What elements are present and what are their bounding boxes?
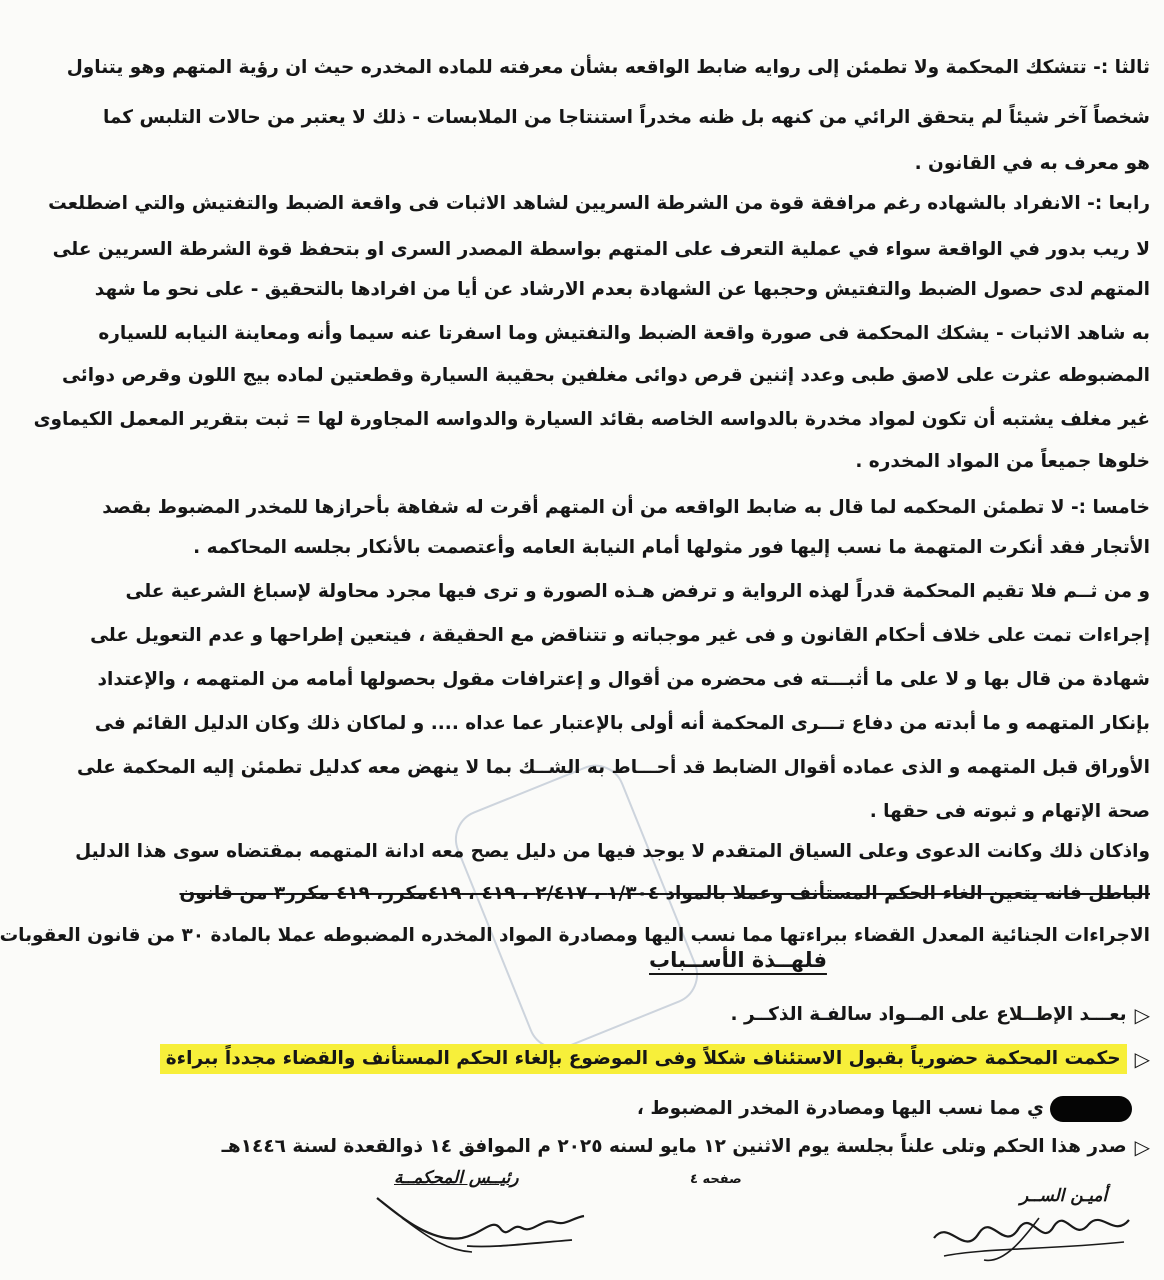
- secretary-signature: [924, 1198, 1154, 1268]
- bullet-item: [222, 1134, 1150, 1160]
- text-line: الأوراق قبل المتهمه و الذى عماده أقوال الضابط قد أحـــاط به الشــك بما لا ينهض معه كدليل تطمئن إليه المحكمة على: [77, 756, 1150, 778]
- bullet-text: ي مما نسب اليها ومصادرة المخدر المضبوط ،: [636, 1098, 1044, 1119]
- text-line: ثالثا :- تتشكك المحكمة ولا تطمئن إلى روايه ضابط الواقعه بشأن معرفته للماده المخدره حيث ان رؤية المتهم وهو يتناول: [66, 56, 1150, 78]
- text-line: الاجراءات الجنائية المعدل القضاء ببراءتها مما نسب اليها ومصادرة المواد المخدره المضبوطه عملا بالمادة ٣٠ من قانون العقوبات: [0, 924, 1150, 946]
- text-line: الأتجار فقد أنكرت المتهمة ما نسب إليها فور مثولها أمام النيابة العامه وأعتصمت بالأنكار بجلسه المحاكمه .: [193, 536, 1150, 558]
- text-line: شهادة من قال بها و لا على ما أثبـــته فى محضره من أقوال و إعترافات مقول بحصولها أمامه من المتهمه ، والإعتداد: [97, 668, 1150, 690]
- page-number: صفحه ٤: [690, 1172, 742, 1187]
- text-line: به شاهد الاثبات - يشكك المحكمة فى صورة واقعة الضبط والتفتيش وما اسفرتا عنه سيما وأنه ومعاينة النيابه للسياره: [98, 322, 1150, 344]
- text-line: هو معرف به في القانون .: [914, 152, 1150, 174]
- text-line: شخصاً آخر شيئاً لم يتحقق الرائي من كنهه بل ظنه مخدراً استنتاجا من الملابسات - ذلك لا يعتبر من حالات التلبس كما: [102, 106, 1150, 128]
- section-heading: فلهــذة الأســباب: [649, 948, 827, 972]
- text-line: بإنكار المتهمه و ما أبدته من دفاع تـــرى المحكمة أنه أولى بالإعتبار عما عداه .... و لماكان ذلك وكان الدليل القائم فى: [94, 712, 1150, 734]
- text-line: واذكان ذلك وكانت الدعوى وعلى السياق المتقدم لا يوجد فيها من دليل يصح معه ادانة المتهمه بمقتضاه سوى هذا الدليل: [75, 840, 1150, 862]
- bullet-item-verdict: [160, 1044, 1150, 1074]
- triangle-bullet-icon: ▷: [1134, 1003, 1150, 1027]
- triangle-bullet-icon: ▷: [1134, 1135, 1150, 1159]
- secretary-label-text: أميـن الســر: [1020, 1186, 1108, 1206]
- president-label-text: رئيــس المحكمــة: [394, 1168, 519, 1188]
- triangle-bullet-icon: ▷: [1134, 1047, 1150, 1071]
- text-line: صحة الإتهام و ثبوته فى حقها .: [869, 800, 1150, 822]
- president-label: [394, 1168, 519, 1188]
- redaction-mark: [1050, 1096, 1132, 1122]
- struck-text-line: الباطل فانه يتعين الغاء الحكم المستأنف وعملا بالمواد ١/٣٠٤ ، ٢/٤١٧ ، ٤١٩ ، ٤١٩مكرر، ٤١٩ مكرر٣ من قانون: [179, 882, 1150, 904]
- text-line: المتهم لدى حصول الضبط والتفتيش وحجبها عن الشهادة بعدم الارشاد عن أيا من افرادها بالتحقيق - على نحو ما شهد: [94, 278, 1150, 300]
- bullet-text: بعـــد الإطــلاع على المــواد سالفـة الذكــر .: [730, 1004, 1127, 1025]
- text-line: غير مغلف يشتبه أن تكون لمواد مخدرة بالدواسه الخاصه بقائد السيارة والدواسه المجاورة لها = ثبت بتقرير المعمل الكيماوى: [33, 408, 1150, 430]
- bullet-text: صدر هذا الحكم وتلى علناً بجلسة يوم الاثنين ١٢ مايو لسنه ٢٠٢٥ م الموافق ١٤ ذوالقعدة لسنة ١٤٤٦هـ: [221, 1136, 1127, 1157]
- president-signature: [372, 1188, 592, 1260]
- text-line: إجراءات تمت على خلاف أحكام القانون و فى غير موجباته و تتناقض مع الحقيقة ، فيتعين إطراحها و عدم التعويل على: [90, 624, 1150, 646]
- text-line: خامسا :- لا تطمئن المحكمه لما قال به ضابط الواقعه من أن المتهم أقرت له شفاهة بأحرازها للمخدر المضبوط بقصد: [102, 496, 1150, 518]
- text-line: رابعا :- الانفراد بالشهاده رغم مرافقة قوة من الشرطة السريين لشاهد الاثبات فى واقعة الضبط والتفتيش والتي اضطلعت: [48, 192, 1150, 214]
- text-line: المضبوطه عثرت على لاصق طبى وعدد إثنين قرص دوائى مغلفين بحقيبة السيارة وقطعتين لماده بيج اللون وقرص دوائى: [62, 364, 1150, 386]
- text-line: لا ريب بدور في الواقعة سواء في عملية التعرف على المتهم بواسطة المصدر السرى او بتحفظ قوة الشرطة السريين على: [52, 238, 1150, 260]
- text-line: خلوها جميعاً من المواد المخدره .: [855, 450, 1150, 472]
- text-line: و من ثــم فلا تقيم المحكمة قدراً لهذه الرواية و ترفض هـذه الصورة و ترى فيها مجرد محاولة لإسباغ الشرعية على: [125, 580, 1150, 602]
- highlighted-verdict-text: حكمت المحكمة حضورياً بقبول الاستئناف شكلاً وفى الموضوع بإلغاء الحكم المستأنف والقضاء مجدداً ببراءة: [160, 1044, 1127, 1074]
- verdict-continuation: [637, 1096, 1132, 1122]
- bullet-item: [731, 1002, 1151, 1028]
